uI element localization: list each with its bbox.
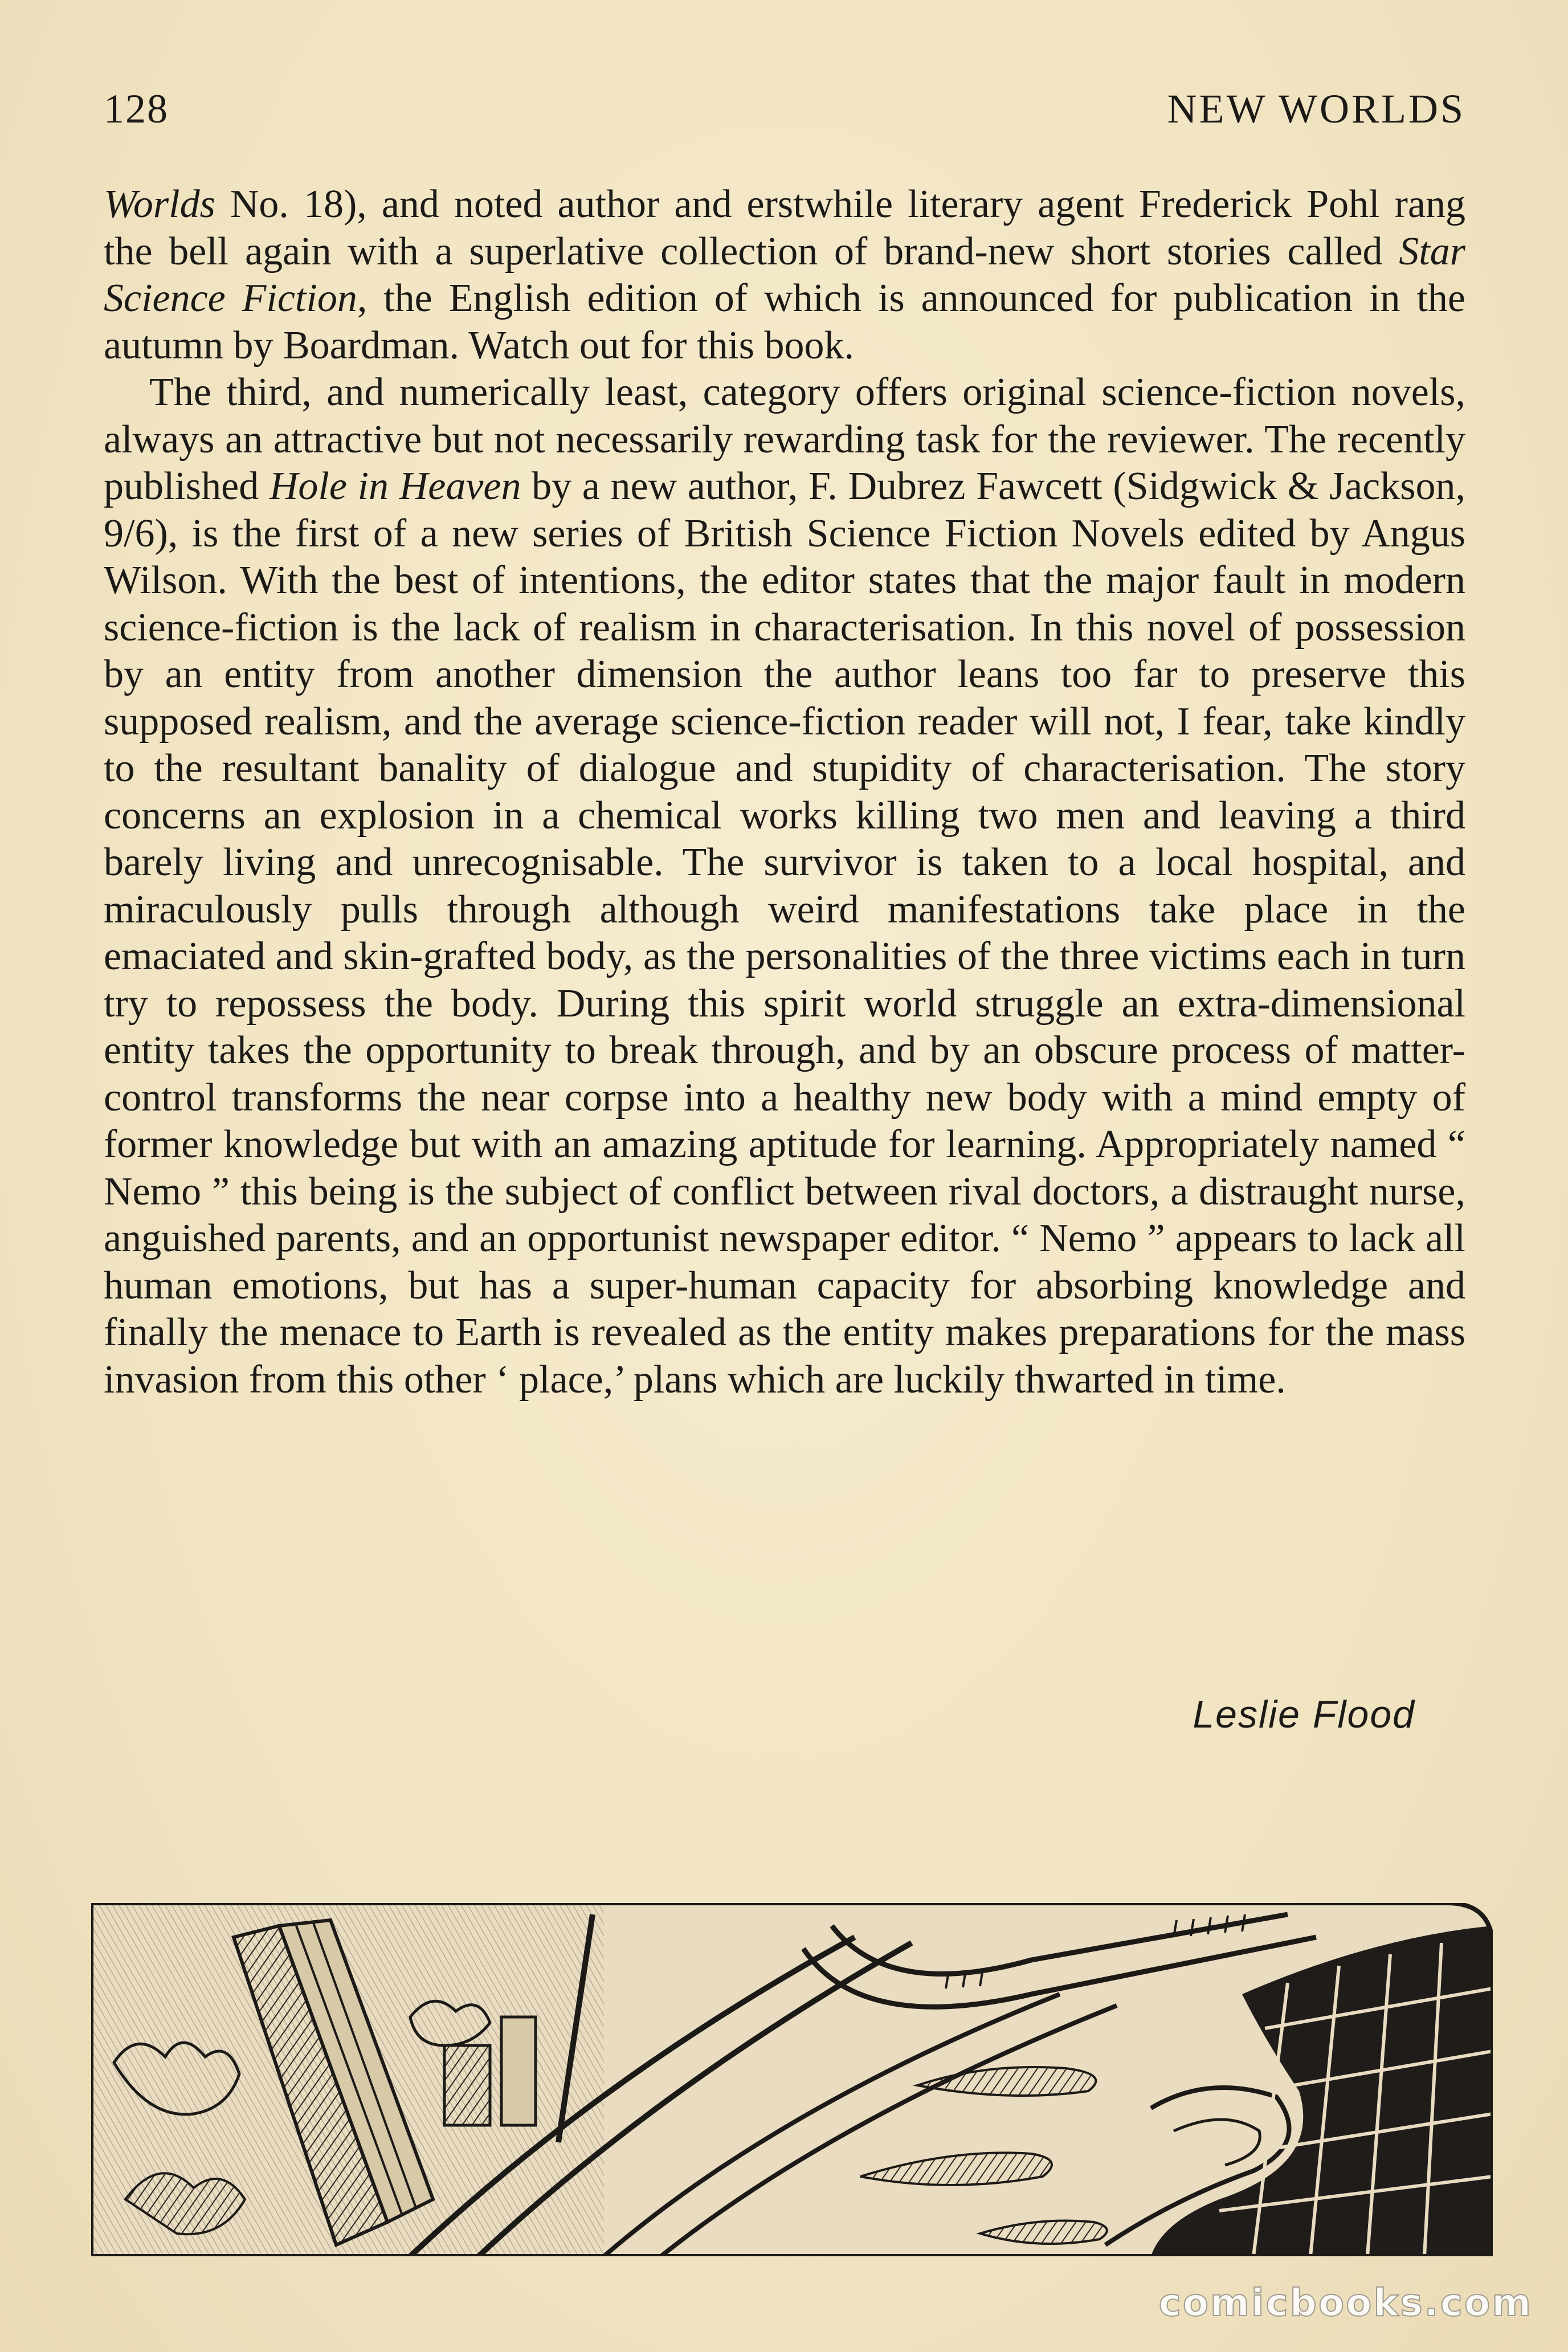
text-run: by a new author, F. Dubrez Fawcett (Sidgwick & Jackson, 9/6), is the first of a new series of British Science Fiction Novels edited by Angus Wilson. With the best of intentions, the editor states that the major fault in modern science-fiction is the lack of realism in characterisation. In this novel of possession by an entity from another dimension the author leans too far to preserve this supposed realism, and the average science-fiction reader will not, I fear, take kindly to the resultant banality of dialogue and stupidity of characterisation. The story concerns an explosion in a chemical works killing two men and leaving a third barely living and unrecognisable. The survivor is taken to a local hospital, and miraculously pulls through although weird manifestations take place in the emaciated and skin-grafted body, as the personalities of the three victims each in turn try to repossess the body. During this spirit world struggle an extra-dimensional entity takes the opportunity to break through, and by an obscure process of matter-control transforms the near corpse into a healthy new body with a mind empty of former knowledge but with an amazing aptitude for learning. Appropriately named “ Nemo ” this being is the subject of conflict between rival doctors, a distraught nurse, anguished parents, and an opportunist newspaper editor. “ Nemo ” appears to lack all human emotions, but has a super-human capacity for absorbing knowledge and finally the menace to Earth is revealed as the entity makes preparations for the mass invasion from this other ‘ place,’ plans which are luckily thwarted in time. [104,464,1465,1402]
watermark-text: comicbooks.com [1158,2281,1533,2325]
italic-title: Hole in Heaven [269,464,521,508]
paragraph [104,181,1465,369]
paragraph [104,369,1465,1403]
journal-title: NEW WORLDS [1167,86,1465,132]
running-head [104,85,1465,137]
text-run: , the English edition of which is announced for publication in the autumn by Boardman. Watch out for this book. [104,276,1465,368]
italic-title: Star Science Fiction [104,229,1465,320]
review-body [104,181,1465,1403]
text-run: The third, and numerically least, category offers original science-fiction novels, always an attractive but not necessarily rewarding task for the reviewer. The recently published [104,370,1465,508]
author-signature: Leslie Flood [1193,1693,1415,1736]
cityscape-illustration [91,1903,1493,2256]
italic-title: Worlds [104,182,215,226]
text-run: No. 18), and noted author and erstwhile literary agent Frederick Pohl rang the bell again with a superlative collection of brand-new short stories called [104,182,1465,273]
page-number: 128 [104,86,169,132]
